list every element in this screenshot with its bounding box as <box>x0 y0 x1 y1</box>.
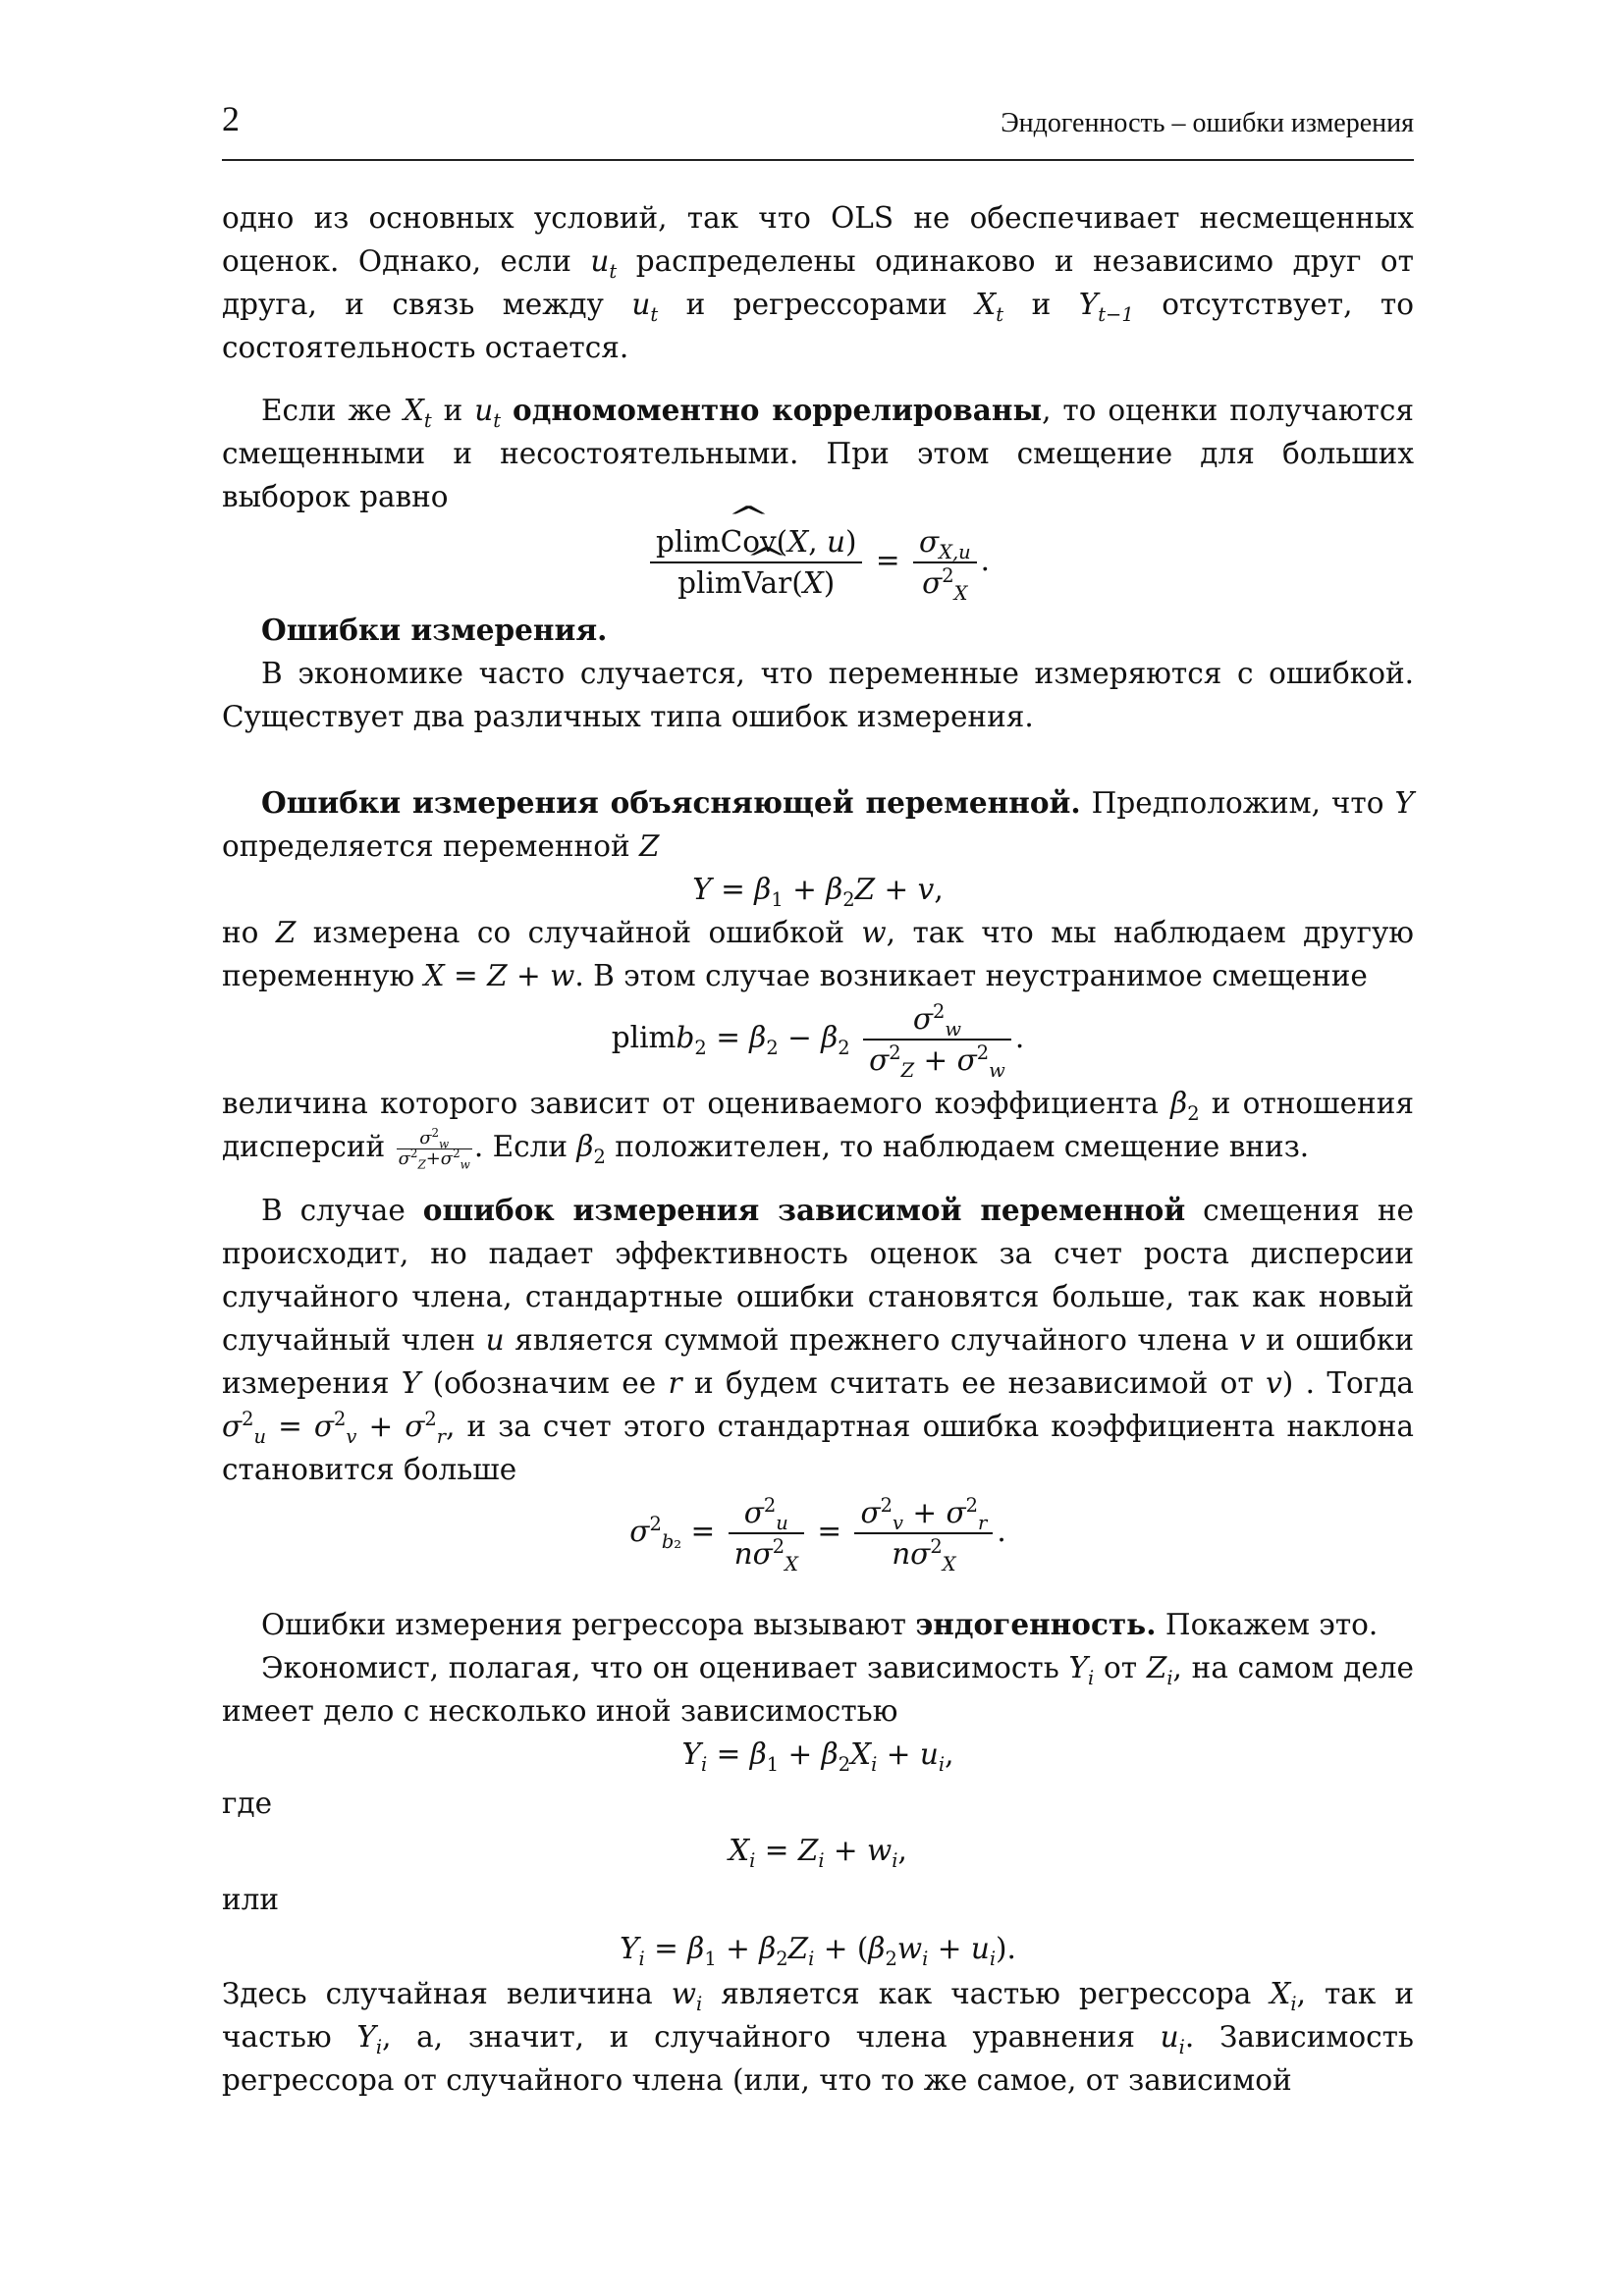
paragraph-regressor-dependence: Здесь случайная величина $w_i$ является как частью регрессора $X_i$, так и частью $Y_i$, а, значит, и случайного члена уравнения $u_i$. Зависимость регрессора от случайного члена (или, что то же самое, от зависимой <box>222 1976 1414 2097</box>
page-body <box>222 196 1414 2102</box>
section-heading-measurement-errors: Ошибки измерения. <box>261 613 608 647</box>
equation-slope-variance: $\sigma^2_{b_2}$ = $\frac{\sigma^2_u}{n\sigma^2_X}$ = $\frac{\sigma^2_v + \sigma^2_r}{n\sigma^2_X}$ . <box>629 1493 1006 1575</box>
equation-x-definition: $X_i = Z_i + w_i$, <box>729 1833 907 1872</box>
label-where: где <box>222 1786 273 1820</box>
paragraph-bias-direction: величина которого зависит от оцениваемого коэффициента $\beta_2$ и отношения дисперсий $\frac{\sigma^2_w}{\sigma^2_Z+\sigma^2_w}$ . Если $\beta_2$ положителен, то наблюдаем смещение вниз. <box>222 1087 1414 1172</box>
paragraph-contemporaneous-correlation: Если же $X_t$ и $u_t$ одномоментно коррелированы, то оценки получаются смещенными и несостоятельными. При этом смещение для больших выборок равно <box>222 393 1414 513</box>
equation-combined-model: $Y_i = \beta_1 + \beta_2Z_i + (\beta_2w_i + u_i)$. <box>620 1931 1016 1970</box>
equation-plim-bias: $\frac{\text{plim\textasciicircum{} Cov(X, u)}}{\text{plim\textasciicircum{} Var(X)}}$ = $\frac{\sigma_{X,u}}{\sigma^2_X}$ . <box>222 522 1414 603</box>
page-header <box>222 98 1414 161</box>
equation-plim-b2: $plimb_2 = \beta_2 - \beta_2$ $\frac{\sigma^2_w}{\sigma^2_Z + \sigma^2_w}$ . <box>611 1000 1025 1082</box>
equation-estimated-model: $Y_i = \beta_1 + \beta_2X_i + u_i$, <box>681 1736 954 1776</box>
paragraph-observed-variable: но Z измерена со случайной ошибкой w, так что мы наблюдаем другую переменную X = Z + w. В этом случае возникает неустранимое смещение <box>222 916 1414 992</box>
paragraph-endogeneity: Ошибки измерения регрессора вызывают эндогенность. Покажем это. <box>261 1606 1379 1641</box>
paragraph-explanatory-error: Ошибки измерения объясняющей переменной. Предположим, что Y определяется переменной Z <box>222 785 1414 863</box>
paragraph-dependent-error: В случае ошибок измерения зависимой переменной смещения не происходит, но падает эффективность оценок за счет роста дисперсии случайного члена, стандартные ошибки становятся больше, так как новый случайный член u является суммой прежнего случайного члена v и ошибки измерения Y (обозначим ее r и будем считать ее независимой от v) . Тогда $\sigma^2_u = \sigma^2_v + \sigma^2_r$, и за счет этого стандартная ошибка коэффициента наклона становится больше <box>222 1192 1415 1486</box>
running-title: Эндогенность – ошибки измерения <box>1001 108 1414 138</box>
paragraph-ols-conditions: одно из основных условий, так что OLS не обеспечивает несмещенных оценок. Однако, если $u_t$ распределены одинаково и независимо друг от друга, и связь между $u_t$ и регрессорами $X_t$ и $Y_{t-1}$ отсутствует, то состоятельность остается. <box>222 201 1415 364</box>
label-or: или <box>222 1882 280 1916</box>
paragraph-economist: Экономист, полагая, что он оценивает зависимость $Y_i$ от $Z_i$, на самом деле имеет дело с несколько иной зависимостью <box>222 1650 1414 1728</box>
equation-true-model: $Y = \beta_1 + \beta_2Z + v$, <box>692 873 944 911</box>
page-number: 2 <box>222 99 240 138</box>
paragraph-measurement-intro: В экономике часто случается, что переменные измеряются с ошибкой. Существует два различных типа ошибок измерения. <box>222 657 1414 733</box>
